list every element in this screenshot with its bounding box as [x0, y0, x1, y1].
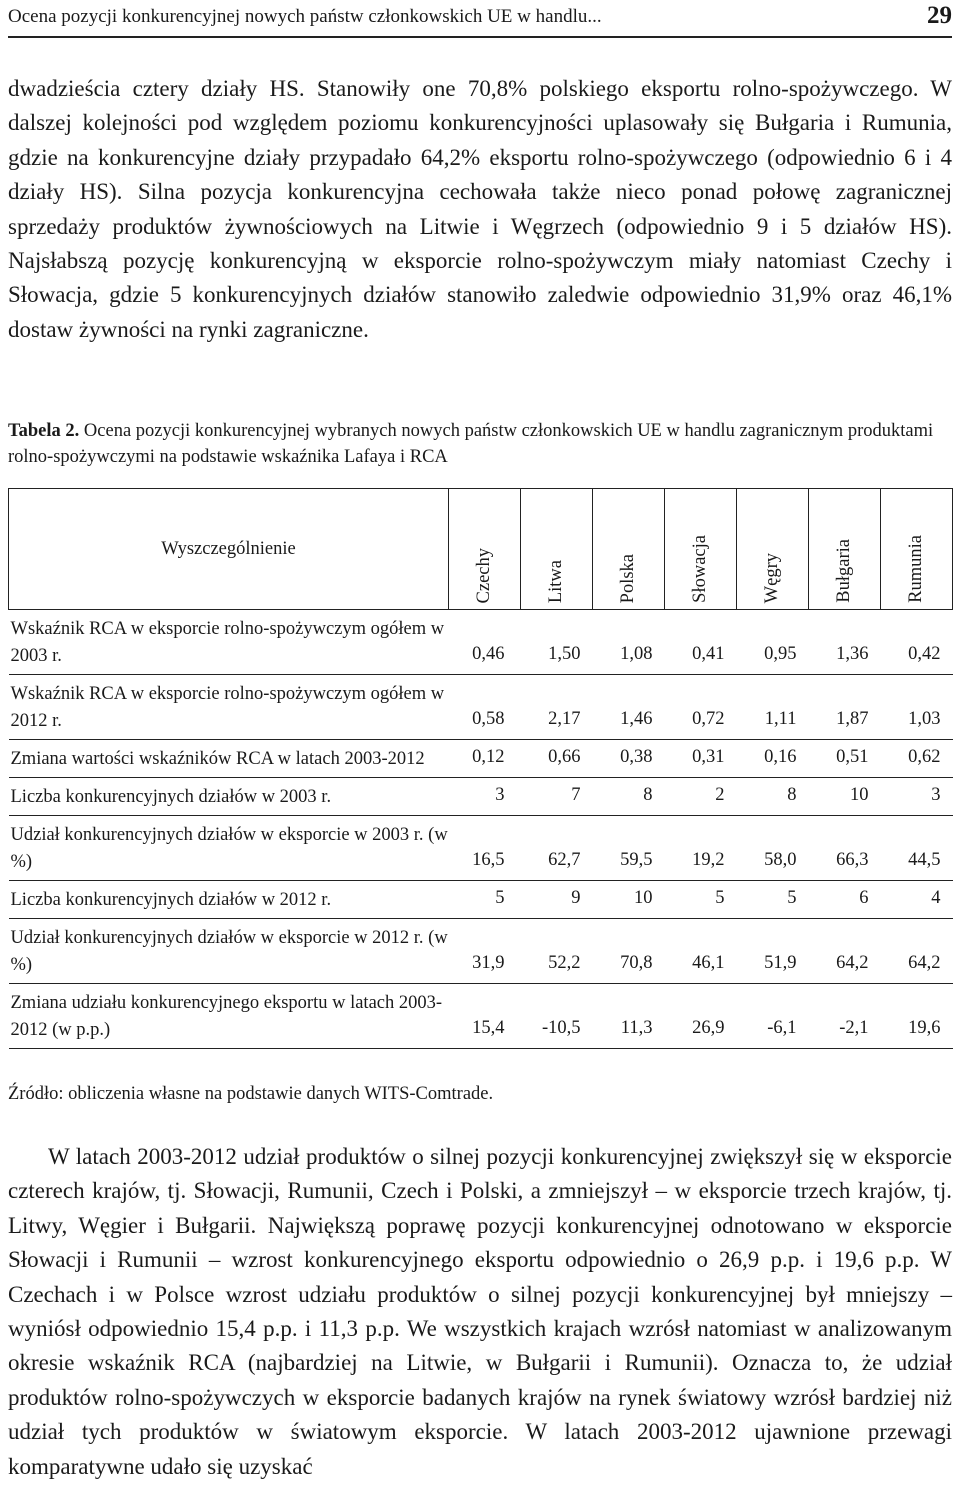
table-cell: 5 [449, 881, 521, 919]
table-cell: -2,1 [809, 984, 881, 1049]
header-cell-country: Rumunia [881, 489, 953, 610]
table-row [9, 919, 953, 984]
table-row [9, 610, 953, 675]
table-cell: 1,03 [881, 675, 953, 740]
table-cell: 19,2 [665, 816, 737, 881]
row-label: Udział konkurencyjnych działów w eksporcie w 2012 r. (w %) [9, 919, 449, 984]
intro-paragraph: dwadzieścia cztery działy HS. Stanowiły one 70,8% polskiego eksportu rolno-spożywczego. W dalszej kolejności pod względem poziomu konkurencyjności uplasowały się Bułgaria i Rumunia, gdzie na konkurencyjne działy przypadało 64,2% eksportu rolno-spożywczego (odpowiednio 6 i 4 działy HS). Silna pozycja konkurencyjna cechowała także nieco ponad połowę zagranicznej sprzedaży produktów żywnościowych na Litwie i Węgrzech (odpowiednio 9 i 5 działów HS). Najsłabszą pozycję konkurencyjną w eksporcie rolno-spożywczym miały natomiast Czechy i Słowacja, gdzie 5 konkurencyjnych działów stanowiło zaledwie odpowiednio 31,9% oraz 46,1% dostaw żywności na rynki zagraniczne. [8, 76, 952, 342]
table-source-note: Źródło: obliczenia własne na podstawie danych WITS-Comtrade. [8, 1084, 494, 1104]
table-cell: 9 [521, 881, 593, 919]
table-cell: 10 [593, 881, 665, 919]
table-cell: 70,8 [593, 919, 665, 984]
table-cell: 7 [521, 778, 593, 816]
table-cell: 44,5 [881, 816, 953, 881]
table-cell: 0,62 [881, 740, 953, 778]
table-cell: 0,31 [665, 740, 737, 778]
page-header [8, 0, 952, 38]
table-cell: 4 [881, 881, 953, 919]
table-caption [8, 418, 952, 470]
table-cell: 3 [449, 778, 521, 816]
table-cell: 5 [737, 881, 809, 919]
table-cell: 0,12 [449, 740, 521, 778]
table-cell: 64,2 [881, 919, 953, 984]
header-cell-country: Bułgaria [809, 489, 881, 610]
table-cell: 46,1 [665, 919, 737, 984]
row-label: Zmiana udziału konkurencyjnego eksportu w latach 2003-2012 (w p.p.) [9, 984, 449, 1049]
table-cell: 58,0 [737, 816, 809, 881]
row-label: Wskaźnik RCA w eksporcie rolno-spożywczym ogółem w 2012 r. [9, 675, 449, 740]
row-label: Liczba konkurencyjnych działów w 2003 r. [9, 778, 449, 816]
table-cell: 0,16 [737, 740, 809, 778]
table-row [9, 740, 953, 778]
table-body [9, 610, 953, 1049]
table-cell: 1,11 [737, 675, 809, 740]
table-cell: 19,6 [881, 984, 953, 1049]
table-cell: 1,87 [809, 675, 881, 740]
table-cell: 59,5 [593, 816, 665, 881]
table-cell: 0,72 [665, 675, 737, 740]
table-cell: 2,17 [521, 675, 593, 740]
table-cell: 1,46 [593, 675, 665, 740]
row-label: Udział konkurencyjnych działów w eksporcie w 2003 r. (w %) [9, 816, 449, 881]
table-cell: 0,58 [449, 675, 521, 740]
table-caption-label: Tabela 2. [8, 421, 80, 441]
table-cell: 0,95 [737, 610, 809, 675]
table-cell: 64,2 [809, 919, 881, 984]
header-cell-country: Słowacja [665, 489, 737, 610]
table-cell: 1,36 [809, 610, 881, 675]
table-row [9, 881, 953, 919]
table-cell: -6,1 [737, 984, 809, 1049]
table-caption-text: Ocena pozycji konkurencyjnej wybranych nowych państw członkowskich UE w handlu zagranicznym produktami rolno-spożywczymi na podstawie wskaźnika Lafaya i RCA [8, 421, 934, 467]
table-cell: 3 [881, 778, 953, 816]
table-cell: 31,9 [449, 919, 521, 984]
table-cell: 52,2 [521, 919, 593, 984]
table-cell: 66,3 [809, 816, 881, 881]
row-label: Zmiana wartości wskaźników RCA w latach 2003-2012 [9, 740, 449, 778]
table-cell: 8 [737, 778, 809, 816]
data-table [8, 488, 953, 1049]
table-row [9, 778, 953, 816]
table-cell: 26,9 [665, 984, 737, 1049]
conclusion-paragraph: W latach 2003-2012 udział produktów o silnej pozycji konkurencyjnej zwiększył się w eksporcie czterech krajów, tj. Słowacji, Rumunii, Czech i Polski, a zmniejszył – w eksporcie trzech krajów, tj. Litwy, Węgier i Bułgarii. Największą poprawę pozycji konkurencyjnej odnotowano w eksporcie Słowacji i Rumunii – wzrost konkurencyjnego eksportu odpowiednio o 26,9 p.p. i 19,6 p.p. W Czechach i w Polsce wzrost udziału produktów o silnej pozycji konkurencyjnej był mniejszy – wyniósł odpowiednio 15,4 p.p. i 11,3 p.p. We wszystkich krajach wzrósł natomiast w analizowanym okresie wskaźnik RCA (najbardziej na Litwie, w Bułgarii i Rumunii). Oznacza to, że udział produktów rolno-spożywczych w eksporcie badanych krajów na rynek światowy wzrósł bardziej niż udział tych produktów w światowym eksporcie. W latach 2003-2012 ujawnione przewagi komparatywne udało się uzyskać [8, 1144, 952, 1479]
table-cell: 51,9 [737, 919, 809, 984]
table-cell: 10 [809, 778, 881, 816]
table-cell: 11,3 [593, 984, 665, 1049]
table-cell: 15,4 [449, 984, 521, 1049]
row-label: Liczba konkurencyjnych działów w 2012 r. [9, 881, 449, 919]
row-label: Wskaźnik RCA w eksporcie rolno-spożywczym ogółem w 2003 r. [9, 610, 449, 675]
header-cell-country: Węgry [737, 489, 809, 610]
table-row [9, 675, 953, 740]
table-cell: 0,41 [665, 610, 737, 675]
page-number: 29 [927, 2, 952, 29]
header-cell-country: Polska [593, 489, 665, 610]
table-cell: 2 [665, 778, 737, 816]
table-cell: 0,66 [521, 740, 593, 778]
table-cell: 8 [593, 778, 665, 816]
header-cell-description: Wyszczególnienie [9, 489, 449, 610]
table-cell: 0,38 [593, 740, 665, 778]
table-cell: 0,46 [449, 610, 521, 675]
table-cell: 6 [809, 881, 881, 919]
table-cell: 5 [665, 881, 737, 919]
table-row [9, 816, 953, 881]
table-cell: 16,5 [449, 816, 521, 881]
table-row [9, 984, 953, 1049]
running-title: Ocena pozycji konkurencyjnej nowych państw członkowskich UE w handlu... [8, 6, 602, 27]
table-cell: 0,42 [881, 610, 953, 675]
table-cell: 1,08 [593, 610, 665, 675]
table-cell: 0,51 [809, 740, 881, 778]
table-header-row [9, 489, 953, 610]
header-cell-country: Czechy [449, 489, 521, 610]
table-cell: 1,50 [521, 610, 593, 675]
table-cell: 62,7 [521, 816, 593, 881]
header-cell-country: Litwa [521, 489, 593, 610]
table-cell: -10,5 [521, 984, 593, 1049]
